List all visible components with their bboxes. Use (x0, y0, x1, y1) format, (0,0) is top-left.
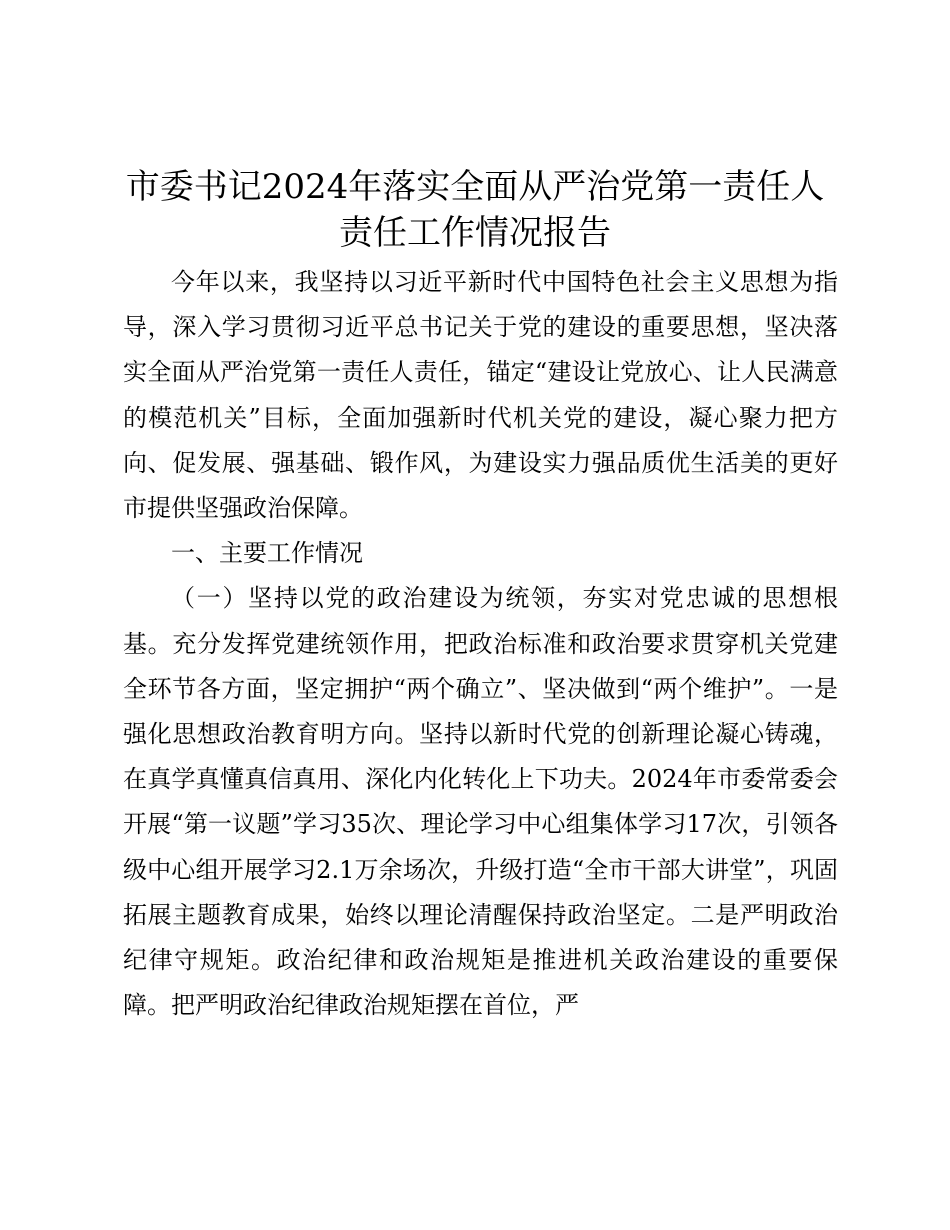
document-body (123, 260, 838, 1028)
subsection-paragraph: （一）坚持以党的政治建设为统领，夯实对党忠诚的思想根基。充分发挥党建统领作用，把政治标准和政治要求贯穿机关党建全环节各方面，坚定拥护“两个确立”、坚决做到“两个维护”。一是强化思想政治教育明方向。坚持以新时代党的创新理论凝心铸魂，在真学真懂真信真用、深化内化转化上下功夫。2024年市委常委会开展“第一议题”学习35次、理论学习中心组集体学习17次，引领各级中心组开展学习2.1万余场次，升级打造“全市干部大讲堂”，巩固拓展主题教育成果，始终以理论清醒保持政治坚定。二是严明政治纪律守规矩。政治纪律和政治规矩是推进机关政治建设的重要保障。把严明政治纪律政治规矩摆在首位，严 (123, 584, 838, 1020)
intro-paragraph: 今年以来，我坚持以习近平新时代中国特色社会主义思想为指导，深入学习贯彻习近平总书记关于党的建设的重要思想，坚决落实全面从严治党第一责任人责任，锚定“建设让党放心、让人民满意的模范机关”目标，全面加强新时代机关党的建设，凝心聚力把方向、促发展、强基础、锻作风，为建设实力强品质优生活美的更好市提供坚强政治保障。 (123, 268, 838, 523)
document-title-line-2: 责任工作情况报告 (339, 213, 611, 253)
document-title-line-1: 市委书记2024年落实全面从严治党第一责任人 (125, 167, 825, 207)
section-heading: 一、主要工作情况 (171, 539, 363, 568)
